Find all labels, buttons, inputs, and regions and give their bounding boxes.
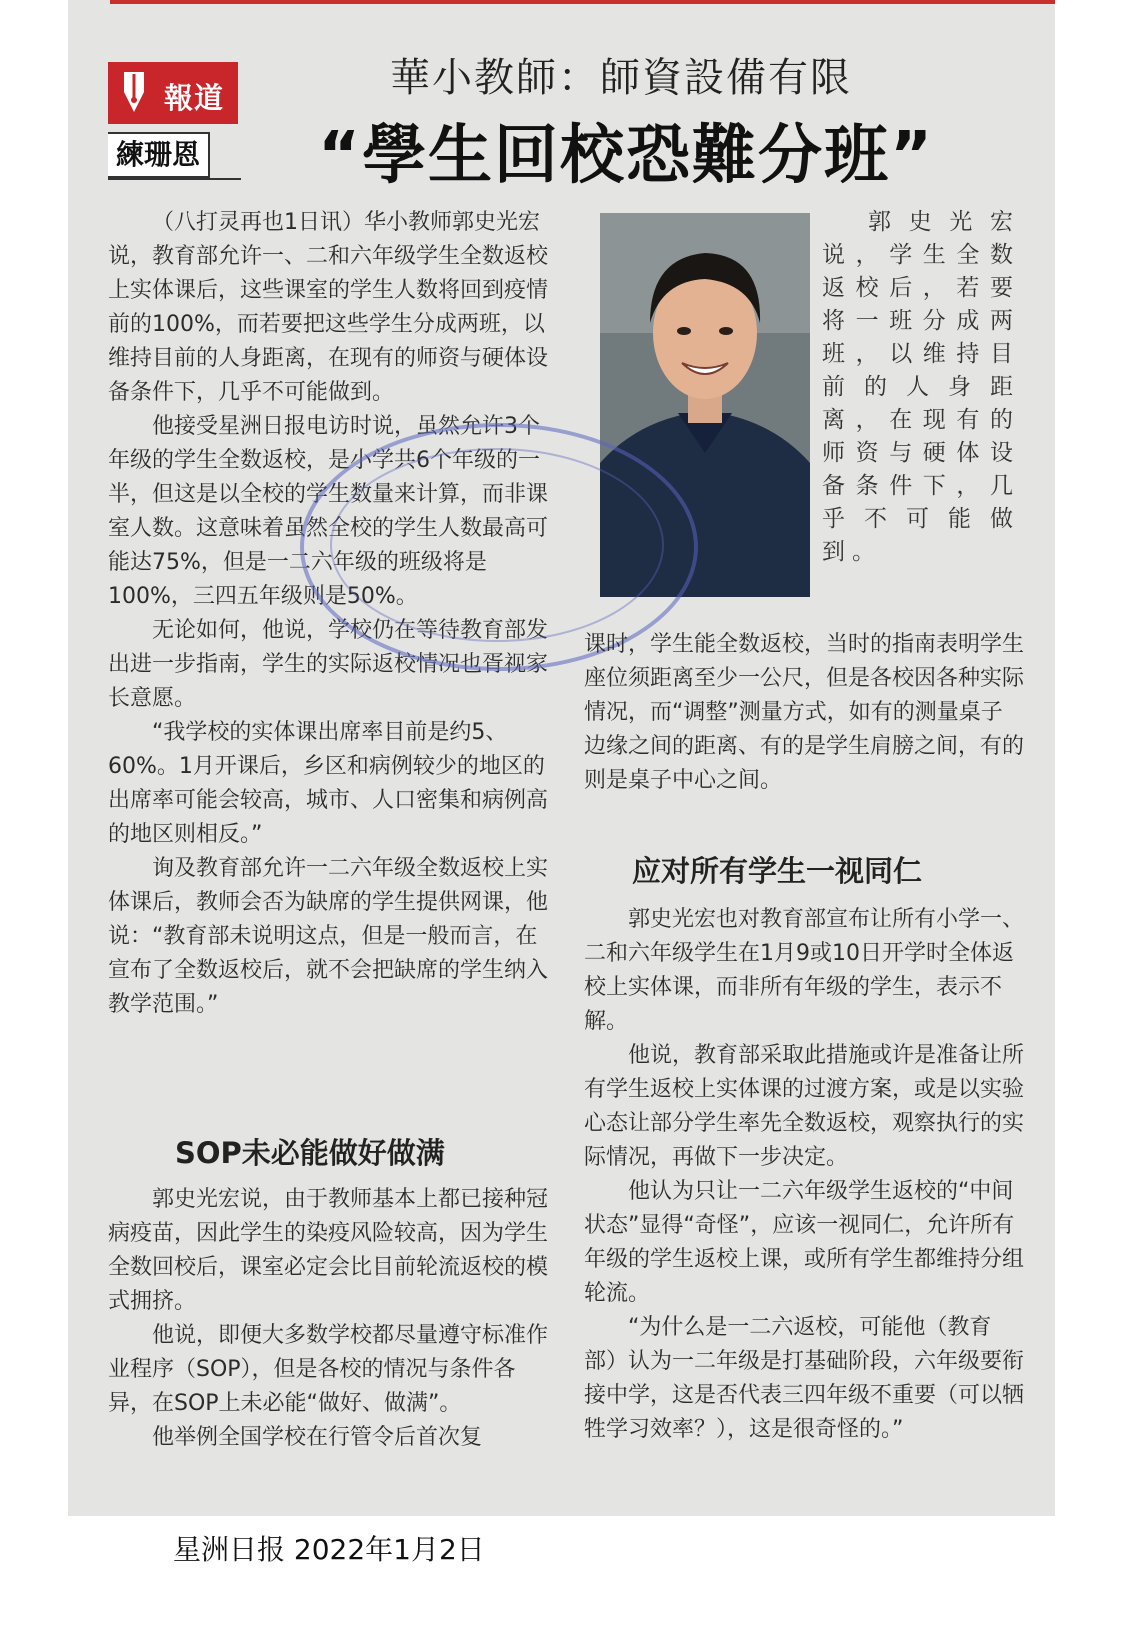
paragraph: 他说，即便大多数学校都尽量遵守标准作业程序（SOP），但是各校的情况与条件各异，在SOP上未必能“做好、做满”。 [108, 1323, 549, 1416]
section-title-equality: 应对所有学生一视同仁 [632, 854, 923, 888]
article-column-1-lower [108, 1183, 548, 1455]
subhead: 華小教師：師資設備有限 [390, 55, 852, 101]
paragraph: “为什么是一二六返校，可能他（教育部）认为一二年级是打基础阶段，六年级要衔接中学，这是否代表三四年级不重要（可以牺牲学习效率？），这是很奇怪的。” [584, 1315, 1025, 1442]
paragraph: （八打灵再也1日讯）华小教师郭史光宏说，教育部允许一、二和六年级学生全数返校上实体课后，这些课室的学生人数将回到疫情前的100%，而若要把这些学生分成两班，以维持目前的人身距离，在现有的师资与硬体设备条件下，几乎不可能做到。 [108, 210, 549, 405]
paragraph: 他说，教育部采取此措施或许是准备让所有学生返校上实体课的过渡方案，或是以实验心态让部分学生率先全数返校，观察执行的实际情况，再做下一步决定。 [584, 1043, 1025, 1170]
paragraph: 无论如何，他说，学校仍在等待教育部发出进一步指南，学生的实际返校情况也胥视家长意愿。 [108, 618, 549, 711]
paragraph: 他认为只让一二六年级学生返校的“中间状态”显得“奇怪”，应该一视同仁，允许所有年级的学生返校上课，或所有学生都维持分组轮流。 [584, 1179, 1025, 1306]
pen-nib-icon [120, 70, 148, 114]
photo-caption [822, 206, 1020, 569]
article-column-2 [584, 628, 1024, 798]
paragraph: 郭史光宏说，由于教师基本上都已接种冠病疫苗，因此学生的染疫风险较高，因为学生全数回校后，课室必定会比目前轮流返校的模式拥挤。 [108, 1187, 549, 1314]
source-line: 星洲日报 2022年1月2日 [173, 1533, 485, 1566]
paragraph: 询及教育部允许一二六年级全数返校上实体课后，教师会否为缺席的学生提供网课，他说：“教育部未说明这点，但是一般而言，在宣布了全数返校后，就不会把缺席的学生纳入教学范围。” [108, 856, 549, 1017]
paragraph: 他接受星洲日报电访时说，虽然允许3个年级的学生全数返校，是小学共6个年级的一半，但这是以全校的学生数量来计算，而非课室人数。这意味着虽然全校的学生人数最高可能达75%，但是一二六年级的班级将是100%，三四五年级则是50%。 [108, 414, 549, 609]
byline-rule [108, 178, 241, 180]
article-column-2-lower [584, 903, 1024, 1447]
paragraph: 郭史光宏也对教育部宣布让所有小学一、二和六年级学生在1月9或10日开学时全体返校上实体课，而非所有年级的学生，表示不解。 [584, 907, 1025, 1034]
paragraph: 他举例全国学校在行管令后首次复 [152, 1425, 483, 1450]
report-badge [108, 62, 238, 124]
paragraph: “我学校的实体课出席率目前是约5、60%。1月开课后，乡区和病例较少的地区的出席率可能会较高，城市、人口密集和病例高的地区则相反。” [108, 720, 549, 847]
caption-text: 郭史光宏说，学生全数返校后，若要将一班分成两班，以维持目前的人身距离，在现有的师资与硬体设备条件下，几乎不可能做到。 [822, 209, 1020, 565]
badge-label: 報道 [164, 81, 225, 115]
association-stamp-inner [330, 448, 664, 642]
section-title-sop: SOP未必能做好做满 [175, 1136, 445, 1170]
byline: 練珊恩 [108, 132, 210, 178]
headline: “學生回校恐難分班” [318, 119, 935, 193]
top-rule [110, 0, 1055, 4]
paragraph: 课时，学生能全数返校，当时的指南表明学生座位须距离至少一公尺，但是各校因各种实际情况，而“调整”测量方式，如有的测量桌子边缘之间的距离、有的是学生肩膀之间，有的则是桌子中心之间。 [584, 632, 1025, 793]
